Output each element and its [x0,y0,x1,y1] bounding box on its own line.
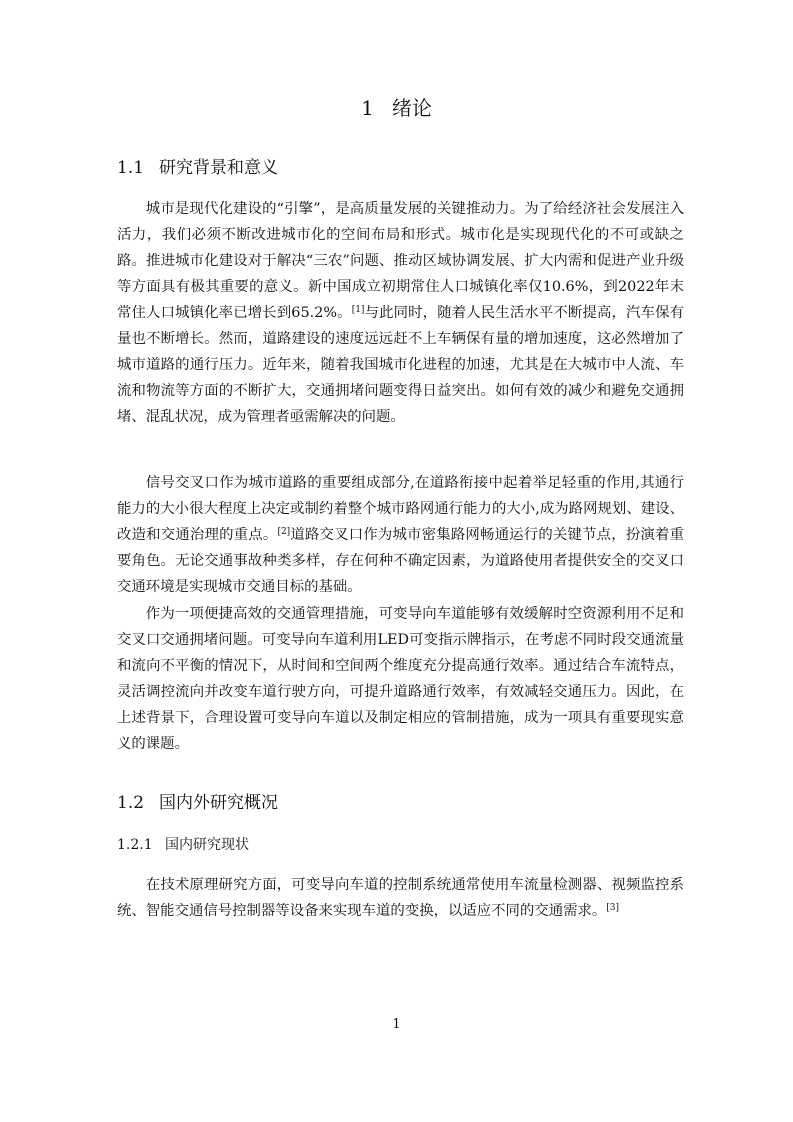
paragraph-text: 与此同时，随着人民生活水平不断提高，汽车保有量也不断增长。然而，道路建设的速度远远赶不上车辆保有量的增加速度，这必然增加了城市道路的通行压力。近年来，随着我国城市化进程的加速，尤其是在大城市中人流、车流和物流等方面的不断扩大，交通拥堵问题变得日益突出。如何有效的减少和避免交通拥堵、混乱状况，成为管理者亟需解决的问题。 [117,305,684,425]
paragraph-text: 信号交叉口作为城市道路的重要组成部分,在道路衔接中起着举足轻重的作用,其通行能力的大小很大程度上决定或制约着整个城市路网通行能力的大小,成为路网规划、建设、改造和交通治理的重点。 [117,475,684,543]
section-heading-1-2 [117,790,278,816]
citation-2: [2] [277,527,291,537]
section-number: 1.2 [117,793,145,813]
chapter-heading [0,92,793,124]
paragraph-text: 城市是现代化建设的“引擎”，是高质量发展的关键推动力。为了给经济社会发展注入活力，我们必须不断改进城市化的空间布局和形式。城市化是实现现代化的不可或缺之路。推进城市化建设对于解决“三农”问题、推动区域协调发展、扩大内需和促进产业升级等方面具有极其重要的意义。新中国成立初期常住人口城镇化率仅10.6%，到2022年末常住人口城镇化率已增长到65.2%。 [117,201,684,321]
paragraph-3 [117,601,684,757]
section-title: 国内外研究概况 [159,793,278,813]
paragraph-text: 在技术原理研究方面，可变导向车道的控制系统通常使用车流量检测器、视频监控系统、智能交通信号控制器等设备来实现车道的变换，以适应不同的交通需求。 [117,877,684,919]
paragraph-1 [117,196,684,430]
page-number: 1 [392,1017,401,1032]
paragraph-text: 道路交叉口作为城市密集路网畅通运行的关键节点，扮演着重要角色。无论交通事故种类多样，存在何种不确定因素，为道路使用者提供安全的交叉口交通环境是实现城市交通目标的基础。 [117,527,684,595]
chapter-title: 绪论 [391,96,432,120]
section-number: 1.1 [117,158,145,178]
subsection-heading-1-2-1 [117,834,249,856]
chapter-number: 1 [361,96,374,120]
section-heading-1-1 [117,155,278,181]
paragraph-text: 作为一项便捷高效的交通管理措施，可变导向车道能够有效缓解时空资源利用不足和交叉口交通拥堵问题。可变导向车道利用LED可变指示牌指示，在考虑不同时段交通流量和流向不平衡的情况下，从时间和空间两个维度充分提高通行效率。通过结合车流特点，灵活调控流向并改变车道行驶方向，可提升道路通行效率，有效减轻交通压力。因此，在上述背景下，合理设置可变导向车道以及制定相应的管制措施，成为一项具有重要现实意义的课题。 [117,606,684,752]
citation-3: [3] [606,903,620,913]
section-title: 研究背景和意义 [159,158,278,178]
paragraph-4 [117,872,684,924]
paragraph-2 [117,470,684,600]
subsection-number: 1.2.1 [117,837,153,853]
subsection-title: 国内研究现状 [165,837,249,853]
citation-1: [1] [351,305,365,315]
